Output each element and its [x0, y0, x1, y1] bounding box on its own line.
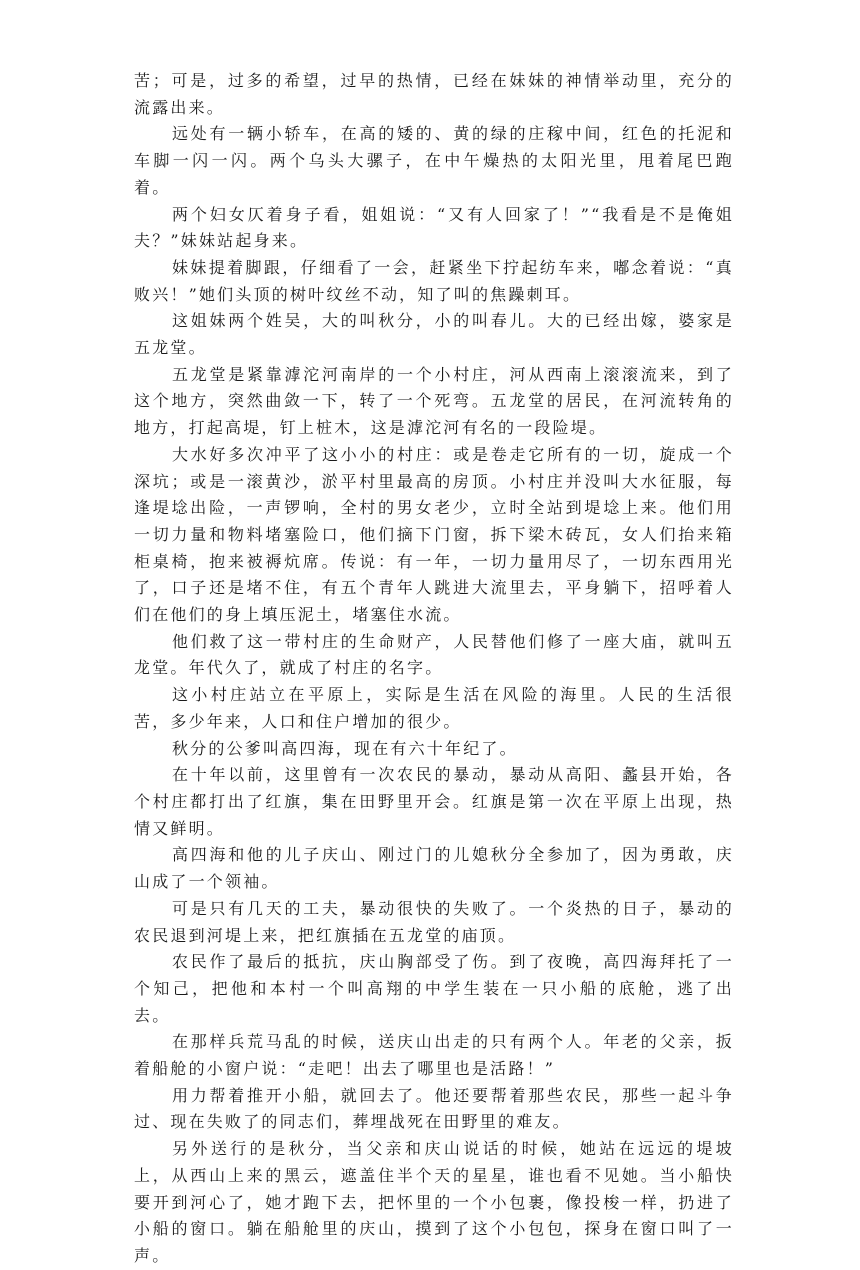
paragraph: 在那样兵荒马乱的时候，送庆山出走的只有两个人。年老的父亲，扳着船舱的小窗户说：“走吧！出去了哪里也是活路！”	[134, 1032, 734, 1079]
paragraph: 这小村庄站立在平原上，实际是生活在风险的海里。人民的生活很苦，多少年来，人口和住户增加的很少。	[134, 685, 734, 731]
paragraph: 可是只有几天的工夫，暴动很快的失败了。一个炎热的日子，暴动的农民退到河堤上来，把红旗插在五龙堂的庙顶。	[134, 898, 734, 945]
paragraph: 用力帮着推开小船，就回去了。他还要帮着那些农民，那些一起斗争过、现在失败了的同志们，葬埋战死在田野里的难友。	[134, 1085, 734, 1132]
paragraph: 在十年以前，这里曾有一次农民的暴动，暴动从高阳、蠡县开始，各个村庄都打出了红旗，集在田野里开会。红旗是第一次在平原上出现，热情又鲜明。	[134, 765, 734, 838]
article-body	[134, 68, 734, 1270]
paragraph: 苦；可是，过多的希望，过早的热情，已经在妹妹的神情举动里，充分的流露出来。	[134, 71, 734, 117]
paragraph: 大水好多次冲平了这小小的村庄：或是卷走它所有的一切，旋成一个深坑；或是一滚黄沙，淤平村里最高的房顶。小村庄并没叫大水征服，每逢堤埝出险，一声锣响，全村的男女老少，立时全站到堤埝上来。他们用一切力量和物料堵塞险口，他们摘下门窗，拆下梁木砖瓦，女人们抬来箱柜桌椅，抱来被褥炕席。传说：有一年，一切力量用尽了，一切东西用光了，口子还是堵不住，有五个青年人跳进大流里去，平身躺下，招呼着人们在他们的身上填压泥土，堵塞住水流。	[134, 444, 734, 625]
paragraph: 他们救了这一带村庄的生命财产，人民替他们修了一座大庙，就叫五龙堂。年代久了，就成了村庄的名字。	[134, 631, 734, 678]
paragraph: 另外送行的是秋分，当父亲和庆山说话的时候，她站在远远的堤坡上，从西山上来的黑云，遮盖住半个天的星星，谁也看不见她。当小船快要开到河心了，她才跑下去，把怀里的一个小包裹，像投梭一样，扔进了小船的窗口。躺在船舱里的庆山，摸到了这个小包包，探身在窗口叫了一声。	[134, 1139, 734, 1265]
paragraph: 五龙堂是紧靠滹沱河南岸的一个小村庄，河从西南上滚滚流来，到了这个地方，突然曲敛一下，转了一个死弯。五龙堂的居民，在河流转角的地方，打起高堤，钉上桩木，这是滹沱河有名的一段险堤。	[134, 364, 734, 438]
paragraph: 妹妹提着脚跟，仔细看了一会，赶紧坐下拧起纺车来，嘟念着说：“真败兴！”她们头顶的树叶纹丝不动，知了叫的焦躁刺耳。	[134, 257, 734, 304]
paragraph: 秋分的公爹叫高四海，现在有六十年纪了。	[172, 738, 518, 758]
paragraph: 高四海和他的儿子庆山、刚过门的儿媳秋分全参加了，因为勇敢，庆山成了一个领袖。	[134, 845, 734, 892]
paragraph: 这姐妹两个姓吴，大的叫秋分，小的叫春儿。大的已经出嫁，婆家是五龙堂。	[134, 311, 734, 358]
paragraph: 远处有一辆小轿车，在高的矮的、黄的绿的庄稼中间，红色的托泥和车脚一闪一闪。两个乌头大骡子，在中午燥热的太阳光里，甩着尾巴跑着。	[134, 124, 734, 197]
paragraph: 农民作了最后的抵抗，庆山胸部受了伤。到了夜晚，高四海拜托了一个知己，把他和本村一个叫高翔的中学生装在一只小船的底舱，逃了出去。	[134, 952, 734, 1025]
paragraph: 两个妇女仄着身子看，姐姐说：“又有人回家了！”“我看是不是俺姐夫？”妹妹站起身来。	[134, 204, 734, 251]
